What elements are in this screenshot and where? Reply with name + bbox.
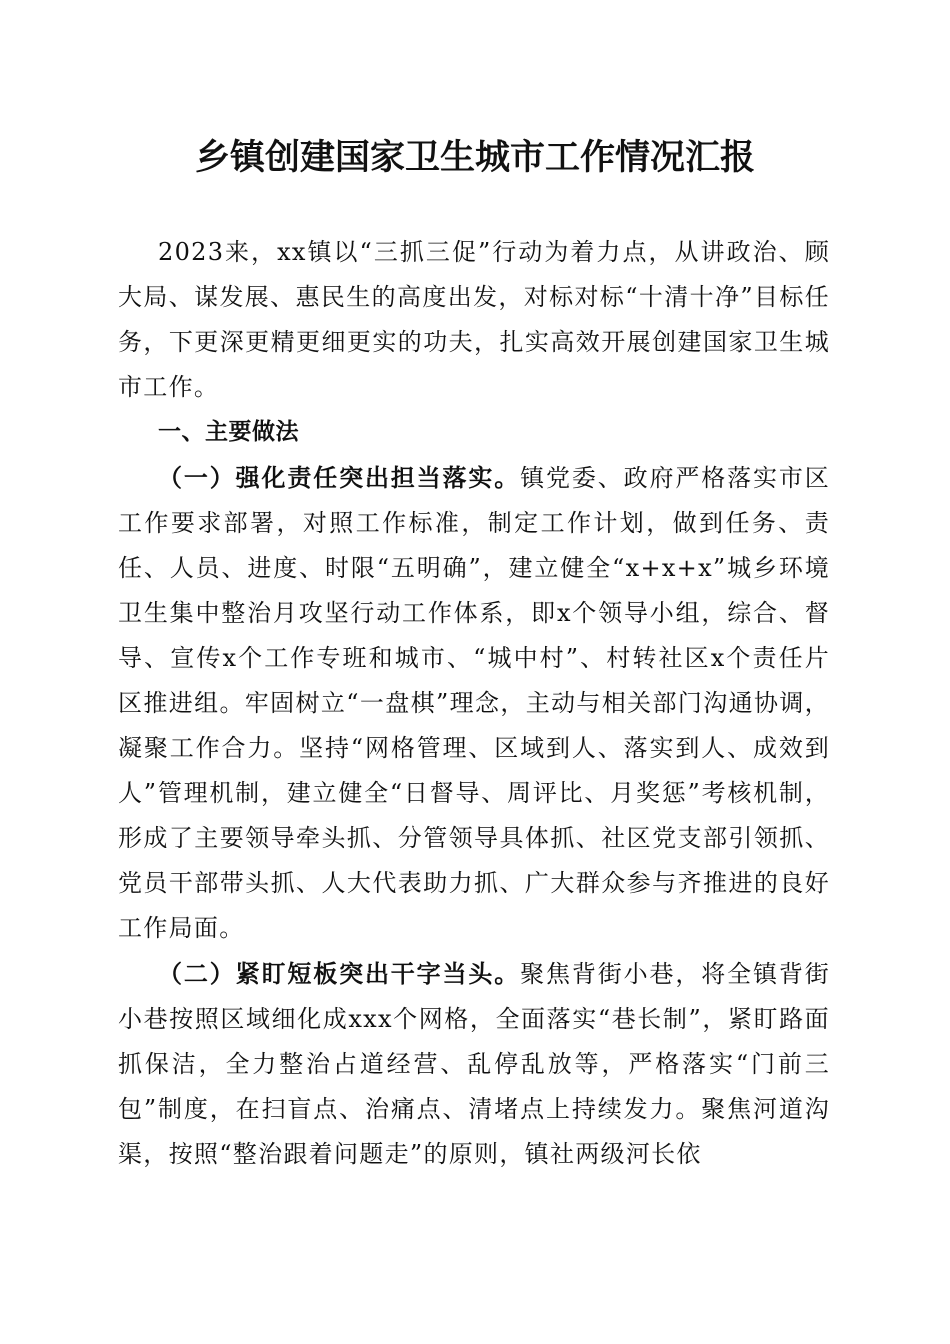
paragraph-item-2 — [118, 951, 830, 1177]
item-1-text: 镇党委、政府严格落实市区工作要求部署，对照工作标准，制定工作计划，做到任务、责任、人员、进度、时限“五明确”，建立健全“x+x+x”城乡环境卫生集中整治月攻坚行动工作体系，即x个领导小组，综合、督导、宣传x个工作专班和城市、“城中村”、村转社区x个责任片区推进组。牢固树立“一盘棋”理念，主动与相关部门沟通协调，凝聚工作合力。坚持“网格管理、区域到人、落实到人、成效到人”管理机制，建立健全“日督导、周评比、月奖惩”考核机制，形成了主要领导牵头抓、分管领导具体抓、社区党支部引领抓、党员干部带头抓、人大代表助力抓、广大群众参与齐推进的良好工作局面。 — [118, 464, 830, 942]
document-title: 乡镇创建国家卫生城市工作情况汇报 — [194, 137, 755, 178]
intro-paragraph: 2023来，xx镇以“三抓三促”行动为着力点，从讲政治、顾大局、谋发展、惠民生的高度出发，对标对标“十清十净”目标任务，下更深更精更细更实的功夫，扎实高效开展创建国家卫生城市工作。 — [118, 238, 830, 401]
item-2-text: 聚焦背街小巷，将全镇背街小巷按照区域细化成xxx个网格，全面落实“巷长制”，紧盯路面抓保洁，全力整治占道经营、乱停乱放等，严格落实“门前三包”制度，在扫盲点、治痛点、清堵点上持续发力。聚焦河道沟渠，按照“整治跟着问题走”的原则，镇社两级河长依 — [118, 960, 830, 1168]
section-heading-main-practices: 一、主要做法 — [158, 419, 299, 445]
item-1-heading: （一）强化责任突出担当落实。 — [158, 463, 521, 492]
document-body — [118, 230, 830, 1177]
item-2-heading: （二）紧盯短板突出干字当头。 — [158, 959, 521, 988]
paragraph-item-1 — [118, 455, 830, 951]
